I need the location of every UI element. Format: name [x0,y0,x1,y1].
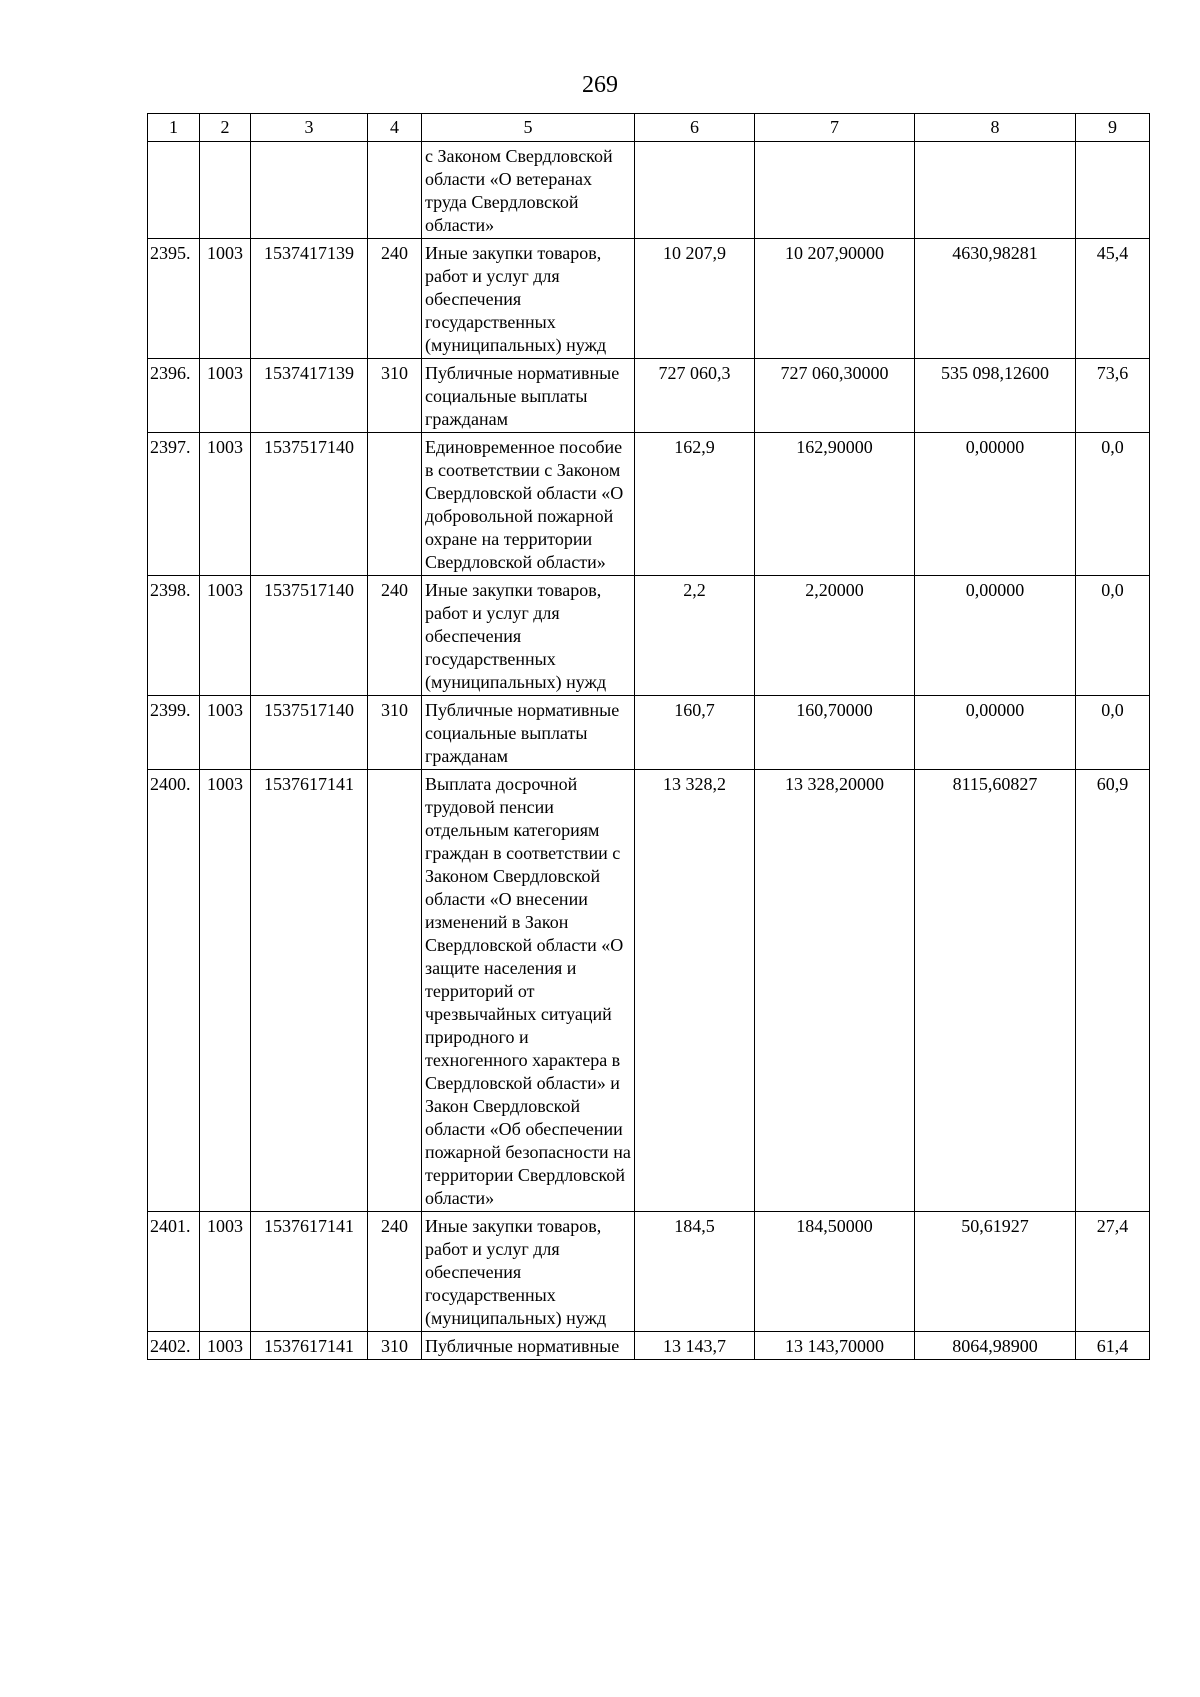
item-name-cell: Публичные нормативные социальные выплаты гражданам [422,696,635,770]
column-header-row [148,114,1150,142]
column-header: 2 [200,114,251,142]
section-code-cell: 1003 [200,359,251,433]
plan-precise-amount-cell: 184,50000 [755,1212,915,1332]
target-code-cell: 1537517140 [251,696,368,770]
column-header: 5 [422,114,635,142]
target-code-cell: 1537417139 [251,239,368,359]
page-number: 269 [582,72,618,98]
executed-amount-cell [915,142,1076,239]
item-name-cell: Иные закупки товаров, работ и услуг для обеспечения государственных (муниципальных) нужд [422,576,635,696]
expense-type-cell: 240 [368,239,422,359]
expense-type-cell [368,433,422,576]
executed-amount-cell: 8064,98900 [915,1332,1076,1360]
plan-amount-cell: 2,2 [635,576,755,696]
item-name-cell: Иные закупки товаров, работ и услуг для обеспечения государственных (муниципальных) нужд [422,239,635,359]
row-number-cell: 2397. [148,433,200,576]
table-row [148,433,1150,576]
target-code-cell: 1537417139 [251,359,368,433]
row-number-cell: 2402. [148,1332,200,1360]
item-name-cell: с Законом Свердловской области «О ветеранах труда Свердловской области» [422,142,635,239]
plan-precise-amount-cell: 13 328,20000 [755,770,915,1212]
plan-amount-cell: 184,5 [635,1212,755,1332]
plan-amount-cell [635,142,755,239]
execution-percent-cell: 0,0 [1076,576,1150,696]
section-code-cell: 1003 [200,770,251,1212]
table-row [148,359,1150,433]
table-row [148,1212,1150,1332]
column-header: 3 [251,114,368,142]
plan-amount-cell: 160,7 [635,696,755,770]
plan-precise-amount-cell: 160,70000 [755,696,915,770]
item-name-cell: Иные закупки товаров, работ и услуг для обеспечения государственных (муниципальных) нужд [422,1212,635,1332]
budget-table [147,113,1150,1360]
target-code-cell: 1537517140 [251,433,368,576]
section-code-cell: 1003 [200,433,251,576]
expense-type-cell: 240 [368,576,422,696]
expense-type-cell: 240 [368,1212,422,1332]
plan-amount-cell: 727 060,3 [635,359,755,433]
target-code-cell: 1537617141 [251,1332,368,1360]
execution-percent-cell: 0,0 [1076,696,1150,770]
table-row [148,576,1150,696]
table-body [148,142,1150,1360]
section-code-cell: 1003 [200,1332,251,1360]
column-header: 6 [635,114,755,142]
executed-amount-cell: 0,00000 [915,696,1076,770]
executed-amount-cell: 535 098,12600 [915,359,1076,433]
executed-amount-cell: 0,00000 [915,433,1076,576]
column-header: 4 [368,114,422,142]
execution-percent-cell: 0,0 [1076,433,1150,576]
item-name-cell: Выплата досрочной трудовой пенсии отдельным категориям граждан в соответствии с Законом Свердловской области «О внесении изменений в Закон Свердловской области «О защите населения и территорий от чрезвычайных ситуаций природного и техногенного характера в Свердловской области» и Закон Свердловской области «Об обеспечении пожарной безопасности на территории Свердловской области» [422,770,635,1212]
plan-precise-amount-cell: 162,90000 [755,433,915,576]
expense-type-cell [368,770,422,1212]
section-code-cell: 1003 [200,696,251,770]
table-row [148,142,1150,239]
table-row [148,239,1150,359]
execution-percent-cell: 61,4 [1076,1332,1150,1360]
row-number-cell: 2396. [148,359,200,433]
row-number-cell: 2401. [148,1212,200,1332]
plan-amount-cell: 13 328,2 [635,770,755,1212]
column-header: 1 [148,114,200,142]
expense-type-cell [368,142,422,239]
plan-amount-cell: 162,9 [635,433,755,576]
item-name-cell: Публичные нормативные социальные выплаты гражданам [422,359,635,433]
table-row [148,1332,1150,1360]
item-name-cell: Единовременное пособие в соответствии с Законом Свердловской области «О добровольной пожарной охране на территории Свердловской области» [422,433,635,576]
column-header: 9 [1076,114,1150,142]
plan-precise-amount-cell: 10 207,90000 [755,239,915,359]
row-number-cell: 2395. [148,239,200,359]
section-code-cell: 1003 [200,239,251,359]
column-header: 8 [915,114,1076,142]
execution-percent-cell [1076,142,1150,239]
plan-precise-amount-cell: 2,20000 [755,576,915,696]
expense-type-cell: 310 [368,696,422,770]
execution-percent-cell: 60,9 [1076,770,1150,1212]
execution-percent-cell: 73,6 [1076,359,1150,433]
expense-type-cell: 310 [368,359,422,433]
row-number-cell: 2398. [148,576,200,696]
execution-percent-cell: 45,4 [1076,239,1150,359]
section-code-cell [200,142,251,239]
executed-amount-cell: 8115,60827 [915,770,1076,1212]
target-code-cell: 1537617141 [251,1212,368,1332]
column-header: 7 [755,114,915,142]
target-code-cell: 1537517140 [251,576,368,696]
item-name-cell: Публичные нормативные [422,1332,635,1360]
executed-amount-cell: 4630,98281 [915,239,1076,359]
plan-precise-amount-cell: 13 143,70000 [755,1332,915,1360]
row-number-cell: 2399. [148,696,200,770]
plan-amount-cell: 13 143,7 [635,1332,755,1360]
target-code-cell [251,142,368,239]
table-row [148,696,1150,770]
execution-percent-cell: 27,4 [1076,1212,1150,1332]
target-code-cell: 1537617141 [251,770,368,1212]
section-code-cell: 1003 [200,1212,251,1332]
executed-amount-cell: 0,00000 [915,576,1076,696]
executed-amount-cell: 50,61927 [915,1212,1076,1332]
expense-type-cell: 310 [368,1332,422,1360]
table-row [148,770,1150,1212]
plan-precise-amount-cell: 727 060,30000 [755,359,915,433]
plan-amount-cell: 10 207,9 [635,239,755,359]
section-code-cell: 1003 [200,576,251,696]
plan-precise-amount-cell [755,142,915,239]
row-number-cell [148,142,200,239]
row-number-cell: 2400. [148,770,200,1212]
